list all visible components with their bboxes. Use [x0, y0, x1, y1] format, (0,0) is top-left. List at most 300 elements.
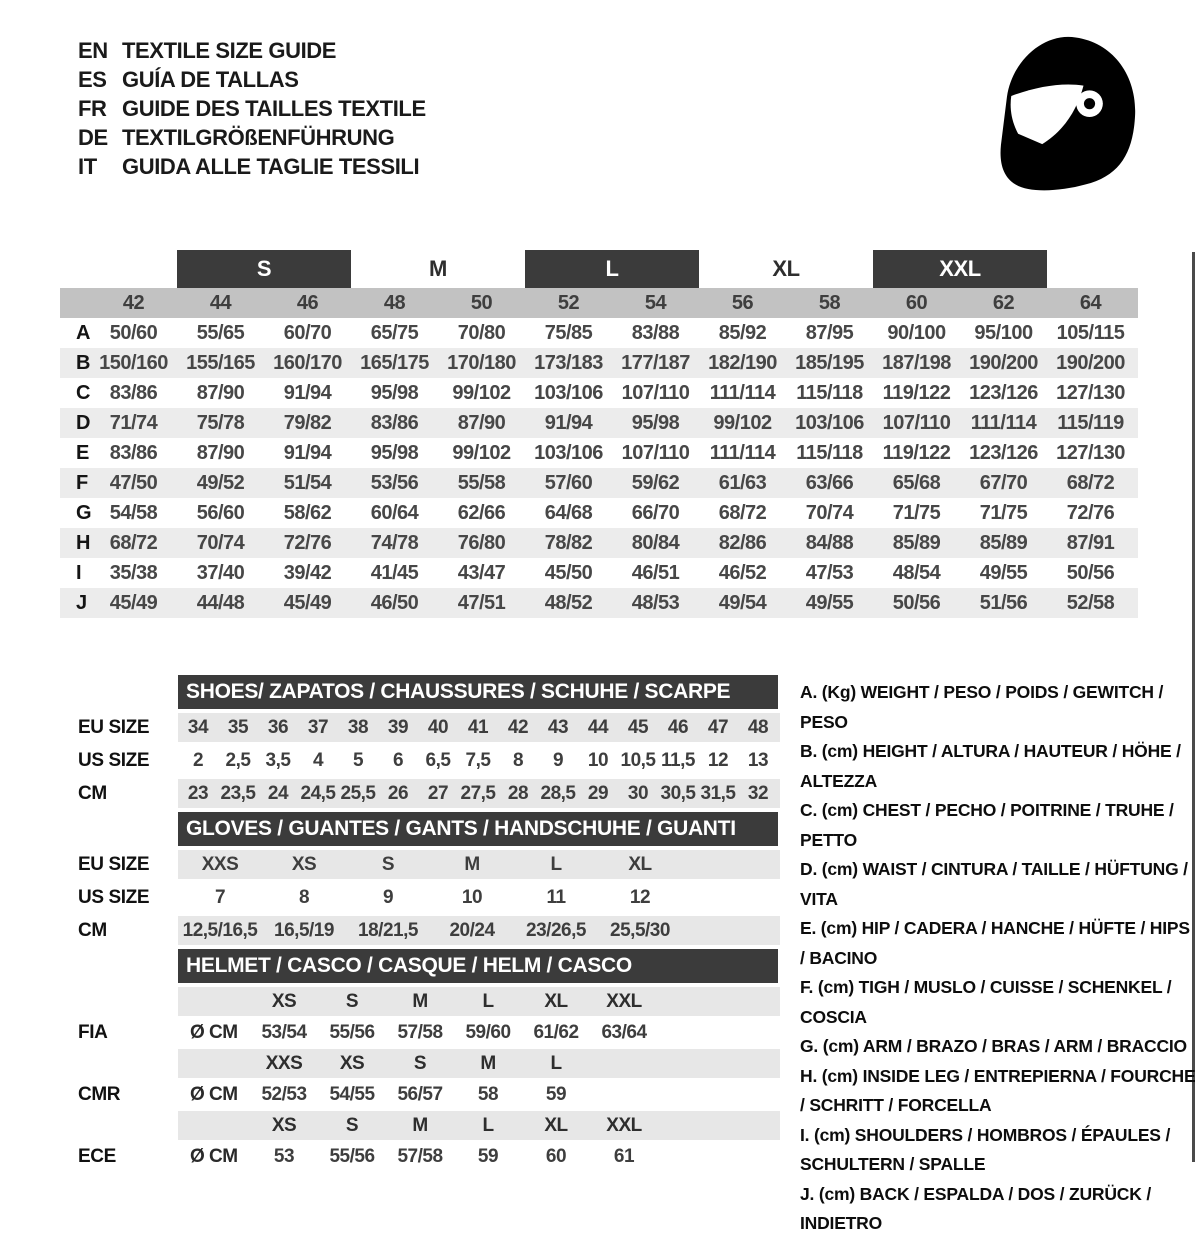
size-value: 90/100 [887, 321, 946, 344]
size-value: 64/68 [544, 501, 593, 524]
racing-helmet-icon [976, 28, 1148, 200]
shoes-table-title: SHOES/ ZAPATOS / CHAUSSURES / SCHUHE / SCARPE [178, 675, 778, 709]
shoe-size-value: 5 [352, 749, 364, 771]
size-value: 70/74 [196, 531, 245, 554]
size-value: 83/86 [109, 381, 158, 404]
shoes-row [60, 713, 780, 742]
language-code: EN [78, 37, 108, 63]
helmet-size-value: 55/56 [329, 1021, 375, 1043]
glove-size-value: 8 [298, 886, 310, 908]
legend-item: H. (cm) INSIDE LEG / ENTREPIERNA / FOURCHE / SCHRITT / FORCELLA [800, 1065, 1196, 1115]
size-value: 84/88 [805, 531, 854, 554]
size-value: 35/38 [109, 561, 158, 584]
size-value: 99/102 [713, 411, 772, 434]
size-value: 119/122 [882, 441, 951, 464]
shoe-size-value: 35 [227, 716, 249, 738]
helmet-sizes-row [60, 1049, 780, 1078]
size-number: 64 [1079, 291, 1102, 314]
size-value: 87/91 [1066, 531, 1115, 554]
size-value: 46/52 [718, 561, 767, 584]
language-title [78, 36, 426, 65]
size-value: 41/45 [370, 561, 419, 584]
shoe-size-value: 27,5 [460, 782, 496, 804]
glove-size-value: 12,5/16,5 [182, 919, 258, 941]
helmet-size-label: S [345, 1114, 359, 1136]
helmet-values-row [60, 1080, 780, 1109]
size-value: 70/74 [805, 501, 854, 524]
size-value: 80/84 [631, 531, 680, 554]
row-label: US SIZE [78, 886, 150, 908]
legend-item: D. (cm) WAIST / CINTURA / TAILLE / HÜFTUNG / VITA [800, 859, 1188, 909]
size-value: 71/74 [109, 411, 158, 434]
language-text: GUIDE DES TAILLES TEXTILE [122, 95, 426, 121]
size-number: 54 [644, 291, 667, 314]
size-value: 115/119 [1057, 411, 1124, 434]
size-number: 48 [383, 291, 406, 314]
shoe-size-value: 10 [587, 749, 609, 771]
size-value: 83/86 [370, 411, 419, 434]
standard-label: FIA [78, 1021, 108, 1043]
row-letter: A [76, 321, 90, 344]
shoe-size-value: 39 [387, 716, 409, 738]
size-row [60, 378, 1138, 408]
size-number-header [60, 288, 1138, 318]
size-value: 119/122 [882, 381, 951, 404]
shoes-row [60, 746, 780, 775]
language-title [78, 94, 426, 123]
row-letter: C [76, 381, 90, 404]
row-letter: I [76, 561, 82, 584]
size-value: 173/183 [534, 351, 603, 374]
size-value: 95/100 [974, 321, 1033, 344]
shoe-size-value: 29 [587, 782, 609, 804]
glove-size-value: 16,5/19 [274, 919, 334, 941]
size-value: 68/72 [109, 531, 158, 554]
helmet-size-label: XXS [265, 1052, 303, 1074]
size-value: 85/92 [718, 321, 767, 344]
shoes-row [60, 779, 780, 808]
size-value: 76/80 [457, 531, 506, 554]
size-value: 52/58 [1066, 591, 1115, 614]
shoe-size-value: 44 [587, 716, 609, 738]
size-value: 50/56 [892, 591, 941, 614]
size-value: 165/175 [360, 351, 429, 374]
size-value: 72/76 [283, 531, 332, 554]
size-value: 59/62 [631, 471, 680, 494]
size-value: 95/98 [370, 381, 419, 404]
shoe-size-value: 2 [192, 749, 204, 771]
size-value: 51/56 [979, 591, 1028, 614]
size-value: 63/66 [805, 471, 854, 494]
shoe-size-value: 6,5 [425, 749, 451, 771]
helmet-size-value: 53/54 [261, 1021, 307, 1043]
size-value: 182/190 [708, 351, 777, 374]
size-value: 45/49 [283, 591, 332, 614]
size-value: 65/68 [892, 471, 941, 494]
size-value: 103/106 [795, 411, 864, 434]
helmet-size-label: S [413, 1052, 427, 1074]
size-number: 56 [731, 291, 754, 314]
shoe-size-value: 43 [547, 716, 569, 738]
helmet-size-value: 59 [545, 1083, 567, 1105]
shoes-title-row [60, 675, 780, 709]
shoe-size-value: 42 [507, 716, 529, 738]
glove-size-value: 7 [214, 886, 226, 908]
size-row [60, 528, 1138, 558]
size-value: 79/82 [283, 411, 332, 434]
size-value: 74/78 [370, 531, 419, 554]
measurement-legend [800, 678, 1198, 1239]
size-value: 60/64 [370, 501, 419, 524]
helmet-sizes-row [60, 1111, 780, 1140]
size-value: 187/198 [882, 351, 951, 374]
glove-size-value: 9 [382, 886, 394, 908]
size-value: 123/126 [969, 381, 1038, 404]
size-value: 91/94 [544, 411, 593, 434]
helmet-size-value: 57/58 [397, 1145, 443, 1167]
helmet-title-row [60, 949, 780, 983]
shoe-size-value: 2,5 [225, 749, 251, 771]
label-spacer [60, 987, 178, 1016]
glove-size-value: 20/24 [449, 919, 495, 941]
size-row [60, 588, 1138, 618]
size-value: 47/53 [805, 561, 854, 584]
row-letter: B [76, 351, 90, 374]
shoe-size-value: 9 [552, 749, 564, 771]
helmet-size-value: 52/53 [261, 1083, 307, 1105]
size-value: 60/70 [283, 321, 332, 344]
gloves-values [178, 883, 780, 912]
legend-item: B. (cm) HEIGHT / ALTURA / HAUTEUR / HÖHE / ALTEZZA [800, 741, 1181, 791]
shoe-size-value: 46 [667, 716, 689, 738]
size-value: 99/102 [452, 441, 511, 464]
size-value: 91/94 [283, 381, 332, 404]
helmet-size-value: 54/55 [329, 1083, 375, 1105]
size-value: 155/165 [186, 351, 255, 374]
size-number: 50 [470, 291, 493, 314]
size-number: 42 [122, 291, 145, 314]
language-code: ES [78, 66, 107, 92]
shoe-size-value: 24 [267, 782, 289, 804]
shoe-size-value: 32 [747, 782, 769, 804]
shoe-size-value: 3,5 [265, 749, 291, 771]
shoe-size-value: 28,5 [540, 782, 576, 804]
row-letter: F [76, 471, 88, 494]
size-value: 190/200 [969, 351, 1038, 374]
size-value: 83/88 [631, 321, 680, 344]
row-label: CM [78, 919, 107, 941]
shoe-size-value: 23 [187, 782, 209, 804]
helmet-size-value: 63/64 [601, 1021, 647, 1043]
legend-item: A. (Kg) WEIGHT / PESO / POIDS / GEWITCH / PESO [800, 682, 1164, 732]
size-value: 55/58 [457, 471, 506, 494]
diameter-unit: Ø CM [190, 1021, 238, 1043]
helmet-size-label: L [482, 990, 494, 1012]
shoe-size-value: 13 [747, 749, 769, 771]
shoe-size-value: 41 [467, 716, 489, 738]
glove-size-value: 12 [629, 886, 651, 908]
glove-size-value: XXS [201, 853, 239, 875]
shoe-size-value: 23,5 [220, 782, 256, 804]
size-value: 95/98 [370, 441, 419, 464]
size-value: 103/106 [534, 381, 603, 404]
size-value: 46/51 [631, 561, 680, 584]
helmet-size-label: XL [544, 1114, 568, 1136]
size-value: 83/86 [109, 441, 158, 464]
legend-item: I. (cm) SHOULDERS / HOMBROS / ÉPAULES / SCHULTERN / SPALLE [800, 1124, 1171, 1174]
size-value: 49/54 [718, 591, 767, 614]
helmet-standard-section [60, 1049, 780, 1109]
size-value: 115/118 [796, 381, 863, 404]
legend-item: F. (cm) TIGH / MUSLO / CUISSE / SCHENKEL / COSCIA [800, 977, 1172, 1027]
helmet-size-value: 59 [477, 1145, 499, 1167]
size-value: 72/76 [1066, 501, 1115, 524]
size-value: 55/65 [196, 321, 245, 344]
shoe-size-value: 30,5 [660, 782, 696, 804]
size-value: 67/70 [979, 471, 1028, 494]
size-row [60, 438, 1138, 468]
helmet-size-value: 61/62 [533, 1021, 579, 1043]
size-value: 190/200 [1056, 351, 1125, 374]
shoes-values [178, 746, 780, 775]
helmet-sizes [178, 1049, 780, 1078]
size-value: 51/54 [283, 471, 332, 494]
size-value: 103/106 [534, 441, 603, 464]
helmet-size-label: XS [339, 1052, 365, 1074]
size-row [60, 408, 1138, 438]
helmet-size-label: S [345, 990, 359, 1012]
size-value: 39/42 [283, 561, 332, 584]
helmet-size-value: 60 [545, 1145, 567, 1167]
size-value: 75/78 [196, 411, 245, 434]
shoe-size-value: 4 [312, 749, 324, 771]
helmet-size-label: L [482, 1114, 494, 1136]
size-value: 78/82 [544, 531, 593, 554]
gloves-table-title: GLOVES / GUANTES / GANTS / HANDSCHUHE / GUANTI [178, 812, 778, 846]
size-value: 99/102 [452, 381, 511, 404]
gloves-values [178, 850, 780, 879]
helmet-size-value: 56/57 [397, 1083, 443, 1105]
row-letter: J [76, 591, 87, 614]
size-value: 57/60 [544, 471, 593, 494]
glove-size-value: L [550, 853, 562, 875]
helmet-sizes-row [60, 987, 780, 1016]
size-rows [60, 318, 1138, 618]
size-value: 71/75 [892, 501, 941, 524]
size-group-s: S [177, 250, 351, 288]
shoe-size-value: 28 [507, 782, 529, 804]
row-letter: H [76, 531, 90, 554]
size-value: 44/48 [196, 591, 245, 614]
helmet-size-label: XL [544, 990, 568, 1012]
legend-item: G. (cm) ARM / BRAZO / BRAS / ARM / BRACCIO [800, 1036, 1187, 1056]
helmet-size-value: 57/58 [397, 1021, 443, 1043]
glove-size-value: M [464, 853, 480, 875]
size-value: 85/89 [979, 531, 1028, 554]
size-value: 105/115 [1056, 321, 1125, 344]
size-value: 107/110 [621, 381, 690, 404]
size-value: 50/60 [109, 321, 158, 344]
label-spacer [60, 949, 178, 983]
size-number: 46 [296, 291, 319, 314]
size-value: 160/170 [273, 351, 342, 374]
glove-size-value: 10 [461, 886, 483, 908]
size-group-header [60, 250, 1138, 288]
size-value: 47/50 [109, 471, 158, 494]
size-value: 37/40 [196, 561, 245, 584]
shoe-size-value: 30 [627, 782, 649, 804]
shoe-size-value: 48 [747, 716, 769, 738]
helmet-size-value: 59/60 [465, 1021, 511, 1043]
standard-label: CMR [78, 1083, 121, 1105]
glove-size-value: XL [628, 853, 652, 875]
helmet-size-label: XXL [606, 990, 642, 1012]
size-value: 75/85 [544, 321, 593, 344]
size-row [60, 348, 1138, 378]
size-value: 48/53 [631, 591, 680, 614]
language-code: FR [78, 95, 107, 121]
size-value: 43/47 [457, 561, 506, 584]
textile-size-table [60, 250, 1138, 618]
row-label: EU SIZE [78, 716, 150, 738]
helmet-size-label: XS [271, 990, 297, 1012]
size-value: 45/49 [109, 591, 158, 614]
language-text: GUÍA DE TALLAS [122, 66, 299, 92]
size-number: 62 [992, 291, 1015, 314]
standard-label: ECE [78, 1145, 116, 1167]
helmet-size-label: M [480, 1052, 496, 1074]
helmet-table-title: HELMET / CASCO / CASQUE / HELM / CASCO [178, 949, 778, 983]
size-value: 91/94 [283, 441, 332, 464]
shoe-size-value: 6 [392, 749, 404, 771]
legend-item: C. (cm) CHEST / PECHO / POITRINE / TRUHE / PETTO [800, 800, 1174, 850]
size-number: 60 [905, 291, 928, 314]
size-value: 48/54 [892, 561, 941, 584]
shoe-size-value: 8 [512, 749, 524, 771]
helmet-size-value: 53 [273, 1145, 295, 1167]
shoe-size-value: 37 [307, 716, 329, 738]
size-value: 54/58 [109, 501, 158, 524]
gloves-title-row [60, 812, 780, 846]
size-value: 58/62 [283, 501, 332, 524]
shoe-size-value: 40 [427, 716, 449, 738]
size-value: 49/55 [805, 591, 854, 614]
size-value: 127/130 [1056, 381, 1125, 404]
glove-size-value: 11 [546, 886, 566, 908]
shoe-size-value: 47 [707, 716, 729, 738]
size-value: 150/160 [99, 351, 168, 374]
label-spacer [60, 812, 178, 846]
shoe-size-value: 45 [627, 716, 649, 738]
row-letter: G [76, 501, 92, 524]
helmet-table [60, 949, 780, 1171]
shoe-size-value: 24,5 [300, 782, 336, 804]
legend-item: J. (cm) BACK / ESPALDA / DOS / ZURÜCK / INDIETRO [800, 1183, 1151, 1233]
language-code: DE [78, 124, 108, 150]
size-value: 68/72 [1066, 471, 1115, 494]
glove-size-value: S [381, 853, 395, 875]
gloves-row [60, 850, 780, 879]
gloves-row [60, 916, 780, 945]
gloves-values [178, 916, 780, 945]
size-value: 111/114 [970, 411, 1037, 434]
size-value: 107/110 [882, 411, 951, 434]
size-value: 95/98 [631, 411, 680, 434]
size-group-l: L [525, 250, 699, 288]
helmet-size-label: XS [271, 1114, 297, 1136]
size-value: 45/50 [544, 561, 593, 584]
helmet-values [178, 1080, 780, 1109]
glove-size-value: 18/21,5 [358, 919, 418, 941]
glove-size-value: XS [291, 853, 317, 875]
shoes-values [178, 779, 780, 808]
size-value: 47/51 [457, 591, 506, 614]
size-value: 170/180 [447, 351, 516, 374]
helmet-size-label: XXL [606, 1114, 642, 1136]
helmet-sizes [178, 1111, 780, 1140]
shoe-size-value: 34 [187, 716, 209, 738]
label-spacer [60, 675, 178, 709]
language-title-list [78, 36, 426, 181]
helmet-size-value: 61 [613, 1145, 635, 1167]
language-title [78, 152, 426, 181]
language-text: TEXTILE SIZE GUIDE [122, 37, 337, 63]
size-value: 56/60 [196, 501, 245, 524]
row-label: CM [78, 782, 107, 804]
size-number: 44 [209, 291, 232, 314]
helmet-values [178, 1018, 780, 1047]
helmet-size-label: M [412, 1114, 428, 1136]
size-row [60, 468, 1138, 498]
helmet-values-row [60, 1018, 780, 1047]
size-value: 87/90 [196, 381, 245, 404]
size-value: 50/56 [1066, 561, 1115, 584]
size-value: 48/52 [544, 591, 593, 614]
glove-size-value: 25,5/30 [610, 919, 670, 941]
legend-item: E. (cm) HIP / CADERA / HANCHE / HÜFTE / HIPS / BACINO [800, 918, 1190, 968]
shoe-size-value: 38 [347, 716, 369, 738]
helmet-size-label: M [412, 990, 428, 1012]
size-value: 70/80 [457, 321, 506, 344]
gloves-table [60, 812, 780, 945]
label-spacer [60, 1111, 178, 1140]
helmet-values [178, 1142, 780, 1171]
shoe-size-value: 12 [707, 749, 729, 771]
gloves-row [60, 883, 780, 912]
shoe-size-value: 27 [427, 782, 449, 804]
size-value: 87/90 [196, 441, 245, 464]
size-value: 71/75 [979, 501, 1028, 524]
language-text: GUIDA ALLE TAGLIE TESSILI [122, 153, 420, 179]
size-value: 65/75 [370, 321, 419, 344]
shoe-size-value: 11,5 [661, 749, 695, 771]
shoe-size-value: 7,5 [465, 749, 491, 771]
helmet-standard-section [60, 1111, 780, 1171]
shoe-size-value: 25,5 [340, 782, 376, 804]
language-title [78, 65, 426, 94]
corner-spacer [60, 288, 90, 318]
size-value: 87/90 [457, 411, 506, 434]
language-code: IT [78, 153, 97, 179]
row-letter: E [76, 441, 89, 464]
size-value: 82/86 [718, 531, 767, 554]
helmet-standard-section [60, 987, 780, 1047]
shoe-size-value: 31,5 [700, 782, 736, 804]
size-value: 62/66 [457, 501, 506, 524]
size-group-xl: XL [772, 256, 800, 281]
size-number: 52 [557, 291, 580, 314]
size-value: 185/195 [795, 351, 864, 374]
